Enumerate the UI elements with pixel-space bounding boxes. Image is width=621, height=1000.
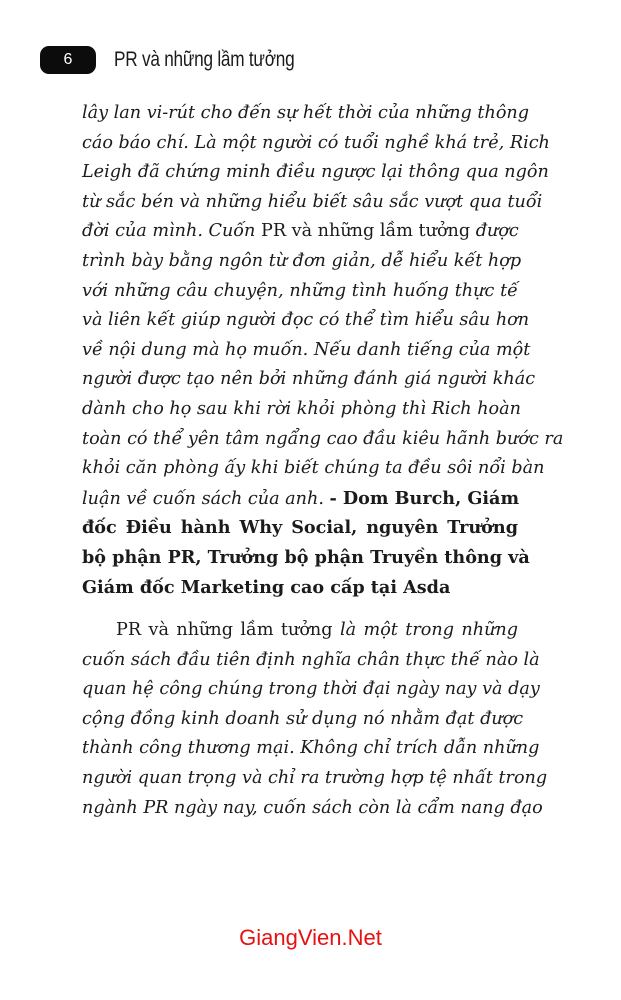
text-line <box>82 425 564 455</box>
paragraph-gap <box>82 602 518 616</box>
text-segment: cáo báo chí. Là một người có tuổi nghề khá trẻ, Rich <box>82 132 550 153</box>
text-segment: thành công thương mại. Không chỉ trích dẫn những <box>82 738 540 759</box>
text-segment: với những câu chuyện, những tình huống thực tế <box>82 280 518 301</box>
text-line <box>82 454 545 484</box>
page-header <box>40 44 334 76</box>
paragraph-body <box>82 616 548 823</box>
text-segment: lây lan vi-rút cho đến sự hết thời của những thông <box>82 103 529 123</box>
text-line <box>82 247 522 277</box>
text-line <box>82 395 521 425</box>
text-line <box>82 513 518 543</box>
text-segment: quan hệ công chúng trong thời đại ngày nay và dạy <box>82 679 540 700</box>
text-segment: người quan trọng và chỉ ra trường hợp tệ nhất trong <box>82 768 548 789</box>
text-line <box>82 129 550 159</box>
text-segment: và liên kết giúp người đọc có thể tìm hiểu sâu hơn <box>82 310 530 331</box>
watermark: GiangVien.Net <box>239 925 382 950</box>
body-text <box>82 99 564 823</box>
text-line <box>82 734 540 764</box>
attribution-text: - Dom Burch, Giám <box>329 487 520 509</box>
text-segment: ngành PR ngày nay, cuốn sách còn là cẩm nang đạo <box>82 797 543 818</box>
running-title: PR và những lầm tưởng <box>114 48 295 71</box>
text-segment: Leigh đã chứng minh điều ngược lại thông qua ngôn <box>82 162 549 183</box>
paragraph-quote <box>82 99 564 602</box>
attribution-text: đốc Điều hành Why Social, nguyên Trưởng <box>82 517 518 539</box>
attribution-text: bộ phận PR, Trưởng bộ phận Truyền thông và <box>82 546 530 568</box>
text-line <box>82 764 548 794</box>
text-line <box>82 217 518 247</box>
text-line <box>82 705 524 735</box>
text-segment: từ sắc bén và những hiểu biết sâu sắc vượt qua tuổi <box>82 191 543 212</box>
text-line <box>82 158 549 188</box>
text-segment: được <box>470 221 519 242</box>
text-line <box>82 543 530 573</box>
text-segment: là một trong những <box>332 620 518 641</box>
page-number-badge <box>40 46 96 74</box>
text-line <box>82 277 518 307</box>
text-segment: đời của mình. Cuốn <box>82 221 261 242</box>
text-line <box>82 99 529 129</box>
text-line <box>82 188 543 218</box>
text-segment: cộng đồng kinh doanh sử dụng nó nhằm đạt được <box>82 708 524 729</box>
text-line <box>82 365 536 395</box>
text-segment: người được tạo nên bởi những đánh giá người khác <box>82 369 536 390</box>
page-number: 6 <box>63 51 73 68</box>
text-line <box>82 306 530 336</box>
text-line <box>82 646 540 676</box>
text-line <box>82 573 518 603</box>
text-line <box>82 794 543 824</box>
text-segment: dành cho họ sau khi rời khỏi phòng thì Rich hoàn <box>82 398 521 419</box>
text-segment: luận về cuốn sách của anh. <box>82 488 330 509</box>
text-segment: khỏi căn phòng ấy khi biết chúng ta đều sôi nổi bàn <box>82 458 545 479</box>
text-line <box>82 675 540 705</box>
text-segment: toàn có thể yên tâm ngẩng cao đầu kiêu hãnh bước ra <box>82 428 564 449</box>
text-segment: cuốn sách đầu tiên định nghĩa chân thực thế nào là <box>82 649 540 670</box>
text-line <box>82 616 518 646</box>
text-segment: trình bày bằng ngôn từ đơn giản, dễ hiểu kết hợp <box>82 250 522 271</box>
text-segment: PR và những lầm tưởng <box>116 620 333 641</box>
text-line <box>82 336 531 366</box>
text-segment: PR và những lầm tưởng <box>260 221 471 242</box>
attribution-text: Giám đốc Marketing cao cấp tại Asda <box>82 576 451 598</box>
text-segment: về nội dung mà họ muốn. Nếu danh tiếng của một <box>82 339 531 360</box>
text-line <box>82 484 518 514</box>
